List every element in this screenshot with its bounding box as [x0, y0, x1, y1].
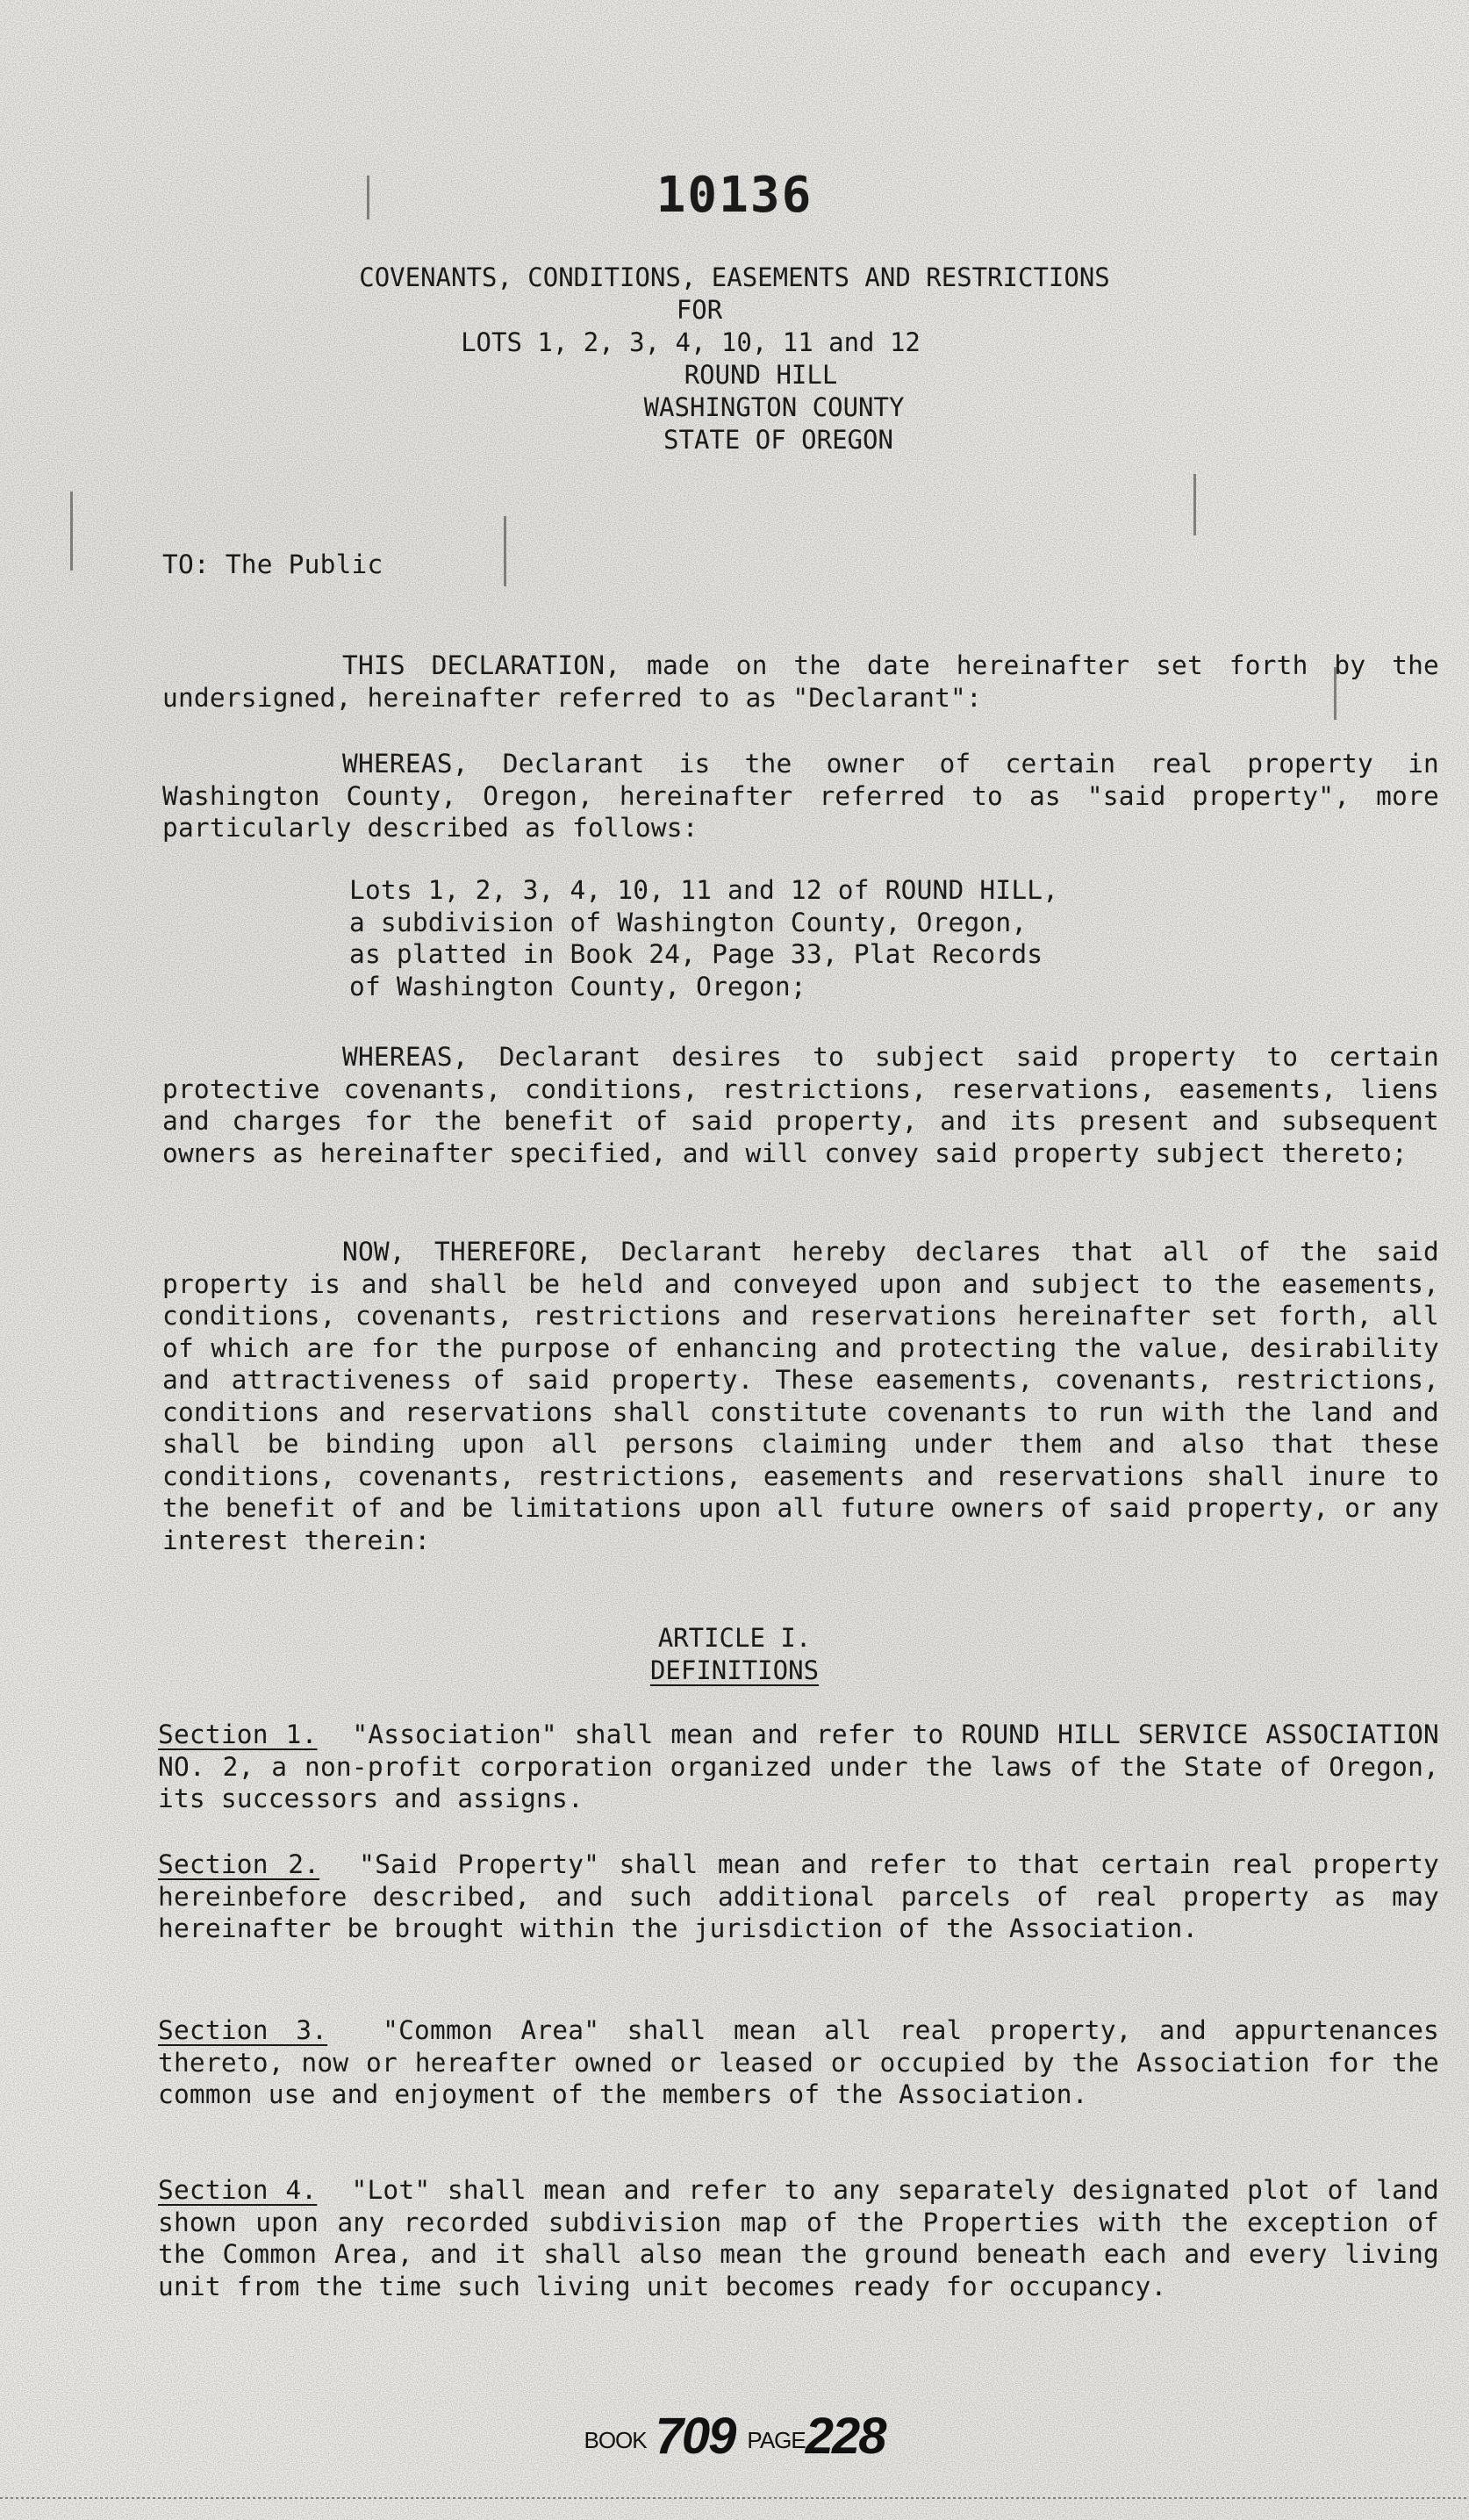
title-line: LOTS 1, 2, 3, 4, 10, 11 and 12 [461, 327, 921, 357]
margin-mark [70, 492, 73, 571]
title-line: COVENANTS, CONDITIONS, EASEMENTS AND RESTRICTIONS [359, 262, 1110, 292]
section-text: "Lot" shall mean and refer to any separately designated plot of land shown upon any recorded subdivision map of the Properties with the exception of the Common Area, and it shall also mean the ground beneath each and every living unit from the time such living unit becomes ready for occupancy. [158, 2175, 1439, 2301]
article-heading [0, 1622, 1469, 1687]
lots-line: as platted in Book 24, Page 33, Plat Records [349, 939, 1043, 969]
paragraph-text: NOW, THEREFORE, Declarant hereby declares that all of the said property is and shall be held and conveyed upon and subject to the easements, conditions, covenants, restrictions and reservations hereinafter set forth, all of which are for the purpose of enhancing and protecting the value, desirability and attractiveness of said property. These easements, covenants, restrictions, conditions and reservations shall constitute covenants to run with the land and shall be binding upon all persons claiming under them and also that these conditions, covenants, restrictions, easements and reservations shall inure to the benefit of and be limitations upon all future owners of said property, or any interest therein: [162, 1237, 1439, 1555]
lots-description [349, 874, 1315, 1002]
lots-line: a subdivision of Washington County, Oregon, [349, 907, 1028, 937]
section-text: "Association" shall mean and refer to ROUND HILL SERVICE ASSOCIATION NO. 2, a non-profit corporation organized under the laws of the State of Oregon, its successors and assigns. [158, 1719, 1439, 1813]
article-number: ARTICLE I. [657, 1623, 812, 1653]
book-number: 709 [655, 2408, 735, 2465]
section-label: Section 3. [158, 2015, 328, 2045]
paragraph-text: THIS DECLARATION, made on the date hereinafter set forth by the undersigned, hereinafter referred to as "Declarant": [162, 650, 1439, 713]
title-line: ROUND HILL [684, 360, 838, 390]
paragraph [162, 1236, 1439, 1556]
lots-line: Lots 1, 2, 3, 4, 10, 11 and 12 of ROUND HILL, [349, 875, 1059, 905]
section-label: Section 4. [158, 2175, 318, 2205]
bottom-edge-rule [0, 2497, 1469, 2499]
document-number: 10136 [656, 167, 813, 224]
lots-line: of Washington County, Oregon; [349, 971, 806, 1002]
section-label: Section 1. [158, 1719, 318, 1749]
section-2 [158, 1849, 1439, 1945]
section-4 [158, 2174, 1439, 2302]
section-text: "Said Property" shall mean and refer to that certain real property hereinbefore described, and such additional parcels of real property as may hereinafter be brought within the jurisdiction of the Association. [158, 1849, 1439, 1943]
section-label: Section 2. [158, 1849, 320, 1879]
article-title: DEFINITIONS [649, 1655, 820, 1685]
book-label: BOOK [584, 2427, 647, 2453]
section-3 [158, 2014, 1439, 2111]
book-page-stamp [0, 2407, 1469, 2466]
salutation: TO: The Public [162, 549, 383, 579]
paragraph [162, 748, 1439, 844]
document-title [0, 262, 1469, 456]
page-label: PAGE [747, 2427, 806, 2453]
margin-mark [1193, 474, 1196, 535]
page-number: 228 [805, 2408, 885, 2465]
title-line: WASHINGTON COUNTY [643, 392, 905, 422]
paragraph [162, 650, 1439, 714]
title-line: FOR [676, 295, 723, 325]
title-line: STATE OF OREGON [663, 425, 893, 455]
section-text: "Common Area" shall mean all real property, and appurtenances thereto, now or hereafter owned or leased or occupied by the Association for the common use and enjoyment of the members of the Association. [158, 2015, 1440, 2109]
section-1 [158, 1719, 1439, 1815]
paragraph [162, 1041, 1439, 1169]
paragraph-text: WHEREAS, Declarant is the owner of certain real property in Washington County, Oregon, hereinafter referred to as "said property", more particularly described as follows: [162, 749, 1439, 843]
paragraph-text: WHEREAS, Declarant desires to subject said property to certain protective covenants, conditions, restrictions, reservations, easements, liens and charges for the benefit of said property, and its present and subsequent owners as hereinafter specified, and will convey said property subject thereto; [162, 1042, 1439, 1168]
